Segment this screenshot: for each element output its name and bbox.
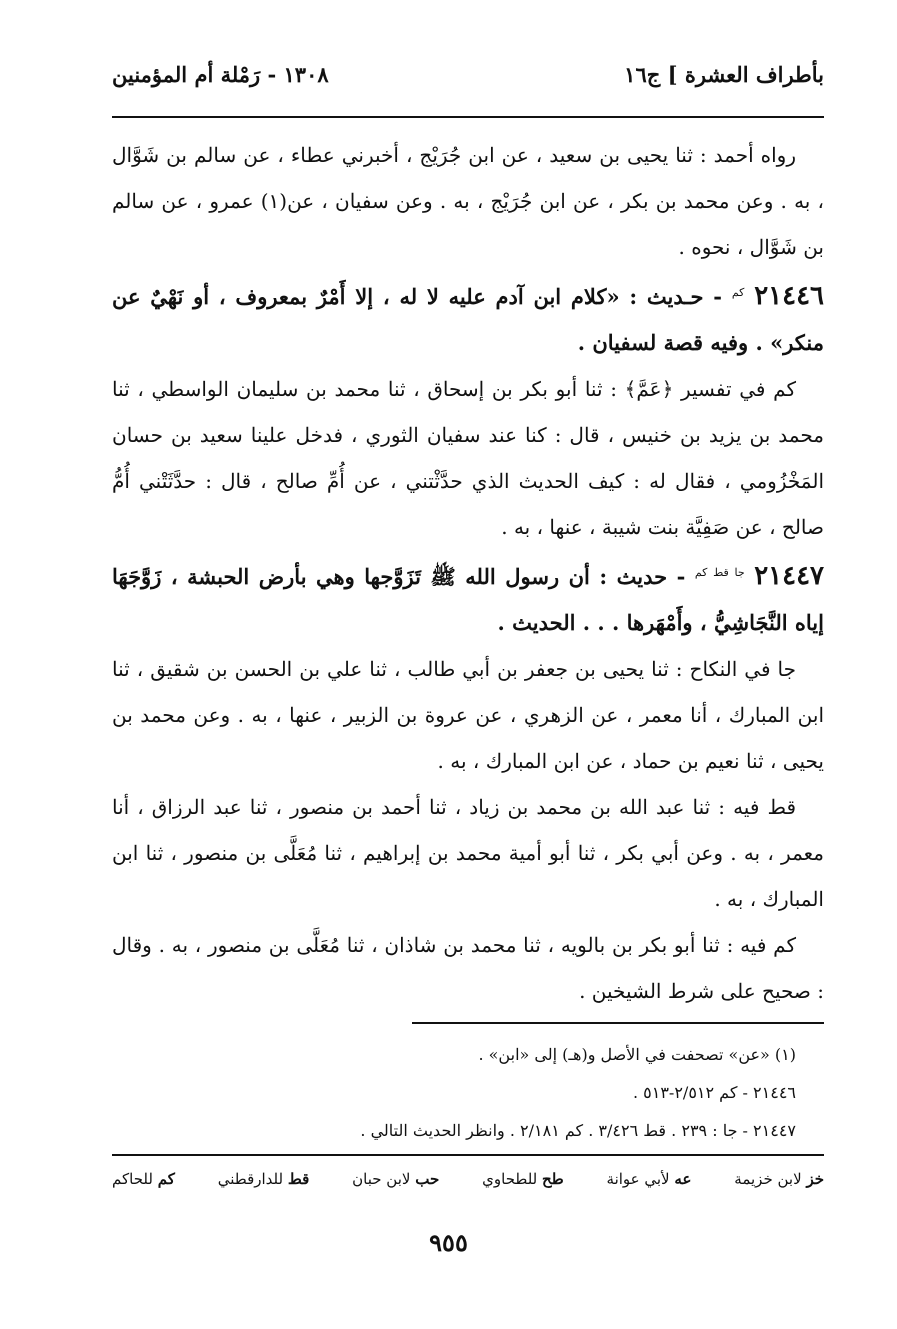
abbreviation-legend: [112, 1170, 824, 1188]
legend-rule: [112, 1154, 824, 1156]
hadith-21446: [112, 270, 824, 366]
footnote-rule: [412, 1022, 824, 1024]
paragraph-daraqutni: قط فيه : ثنا عبد الله بن محمد بن زياد ، ثنا أحمد بن منصور ، ثنا عبد الرزاق ، أنا معمر ، به . وعن أبي بكر ، ثنا أبو أمية محمد بن إبراهيم ، ثنا مُعَلَّى بن منصور ، ثنا ابن المبارك ، به .: [112, 795, 824, 911]
legend-item: عه لأبي عوانة: [606, 1170, 692, 1188]
legend-item: كم للحاكم: [112, 1170, 175, 1188]
legend-item: قط للدارقطني: [217, 1170, 310, 1188]
hadith-sigla: جا قط كم: [694, 566, 745, 579]
page-number: ٩٥٥: [429, 1228, 468, 1257]
paragraph-jarud: جا في النكاح : ثنا يحيى بن جعفر بن أبي طالب ، ثنا علي بن الحسن بن شقيق ، ثنا ابن المبارك ، أنا معمر ، عن الزهري ، عن عروة بن الزبير ، عنها ، به . وعن محمد بن يحيى ، ثنا نعيم بن حماد ، عن ابن المبارك ، به .: [112, 657, 824, 773]
hadith-text: - حـديث : «كلام ابن آدم عليه لا له ، إلا أَمْرٌ بمعروف ، أو نَهْيٌ عن منكر» . وفيه قصة لسفيان .: [112, 284, 824, 355]
footnotes: [112, 1036, 824, 1150]
footnote-1: (١) «عن» تصحفت في الأصل و(هـ) إلى «ابن» .: [478, 1045, 796, 1064]
header-rule: [112, 116, 824, 118]
hadith-21447: [112, 550, 824, 646]
legend-item: خز لابن خزيمة: [734, 1170, 824, 1188]
main-text: [112, 132, 824, 1014]
footnote-3: ٢١٤٤٧ - جا : ٢٣٩ . قط ٣/٤٢٦ . كم ٢/١٨١ . وانظر الحديث التالي .: [360, 1121, 796, 1140]
hadith-number: ٢١٤٤٦: [754, 281, 825, 311]
header-book-title: بأطراف العشرة ] ج١٦: [624, 62, 824, 87]
hadith-number: ٢١٤٤٧: [754, 561, 825, 591]
legend-item: حب لابن حبان: [352, 1170, 440, 1188]
paragraph-ahmad: رواه أحمد : ثنا يحيى بن سعيد ، عن ابن جُرَيْج ، أخبرني عطاء ، عن سالم بن شَوَّال ، به . وعن محمد بن بكر ، عن ابن جُرَيْج ، به . وعن سفيان ، عن(١) عمرو ، عن سالم بن شَوَّال ، نحوه .: [112, 143, 824, 259]
legend-item: طح للطحاوي: [482, 1170, 564, 1188]
paragraph-hakim-tafsir: كم في تفسير ﴿عَمَّ﴾ : ثنا أبو بكر بن إسحاق ، ثنا محمد بن سليمان الواسطي ، ثنا محمد بن يزيد بن خنيس ، قال : كنا عند سفيان الثوري ، فدخل علينا سعيد بن حسان المَخْزُومي ، فقال له : كيف الحديث الذي حدَّثْتني ، عن أُمِّ صالح ، قال : حدَّثَتْني أُمُّ صالح ، عن صَفِيَّة بنت شيبة ، عنها ، به .: [112, 377, 824, 539]
header-section-title: ١٣٠٨ - رَمْلة أم المؤمنين: [112, 62, 329, 87]
paragraph-hakim: كم فيه : ثنا أبو بكر بن بالويه ، ثنا محمد بن شاذان ، ثنا مُعَلَّى بن منصور ، به . وقال : صحيح على شرط الشيخين .: [112, 933, 824, 1003]
footnote-2: ٢١٤٤٦ - كم ٢/٥١٢-٥١٣ .: [632, 1083, 796, 1102]
running-header: [112, 62, 824, 87]
hadith-text: - حديث : أن رسول الله ﷺ تَزَوَّجها وهي بأرض الحبشة ، زَوَّجَهَا إياه النَّجَاشِيُّ ، وأَمْهَرها . . . الحديث .: [112, 564, 824, 635]
hadith-sigla: كم: [731, 286, 745, 299]
